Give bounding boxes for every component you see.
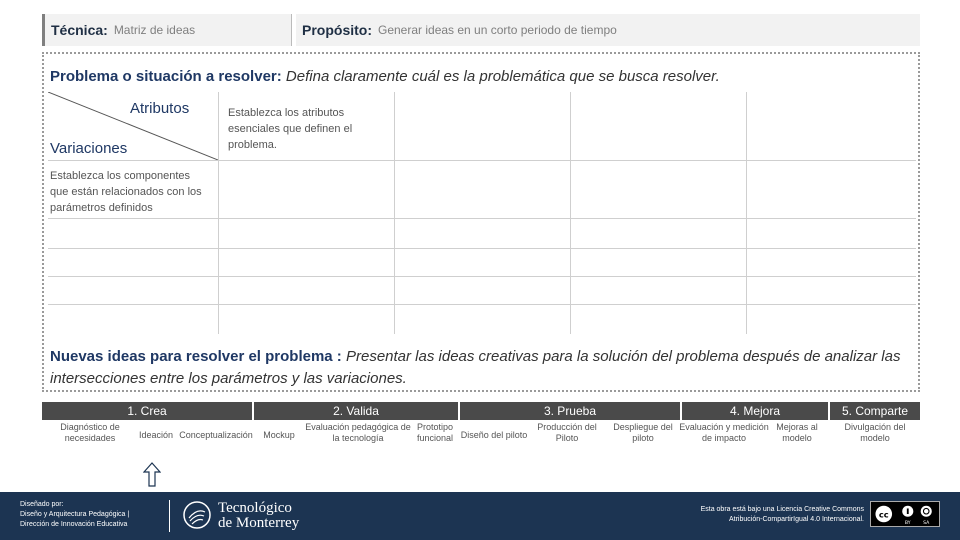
proposito-label: Propósito: bbox=[302, 22, 372, 38]
tecnica-value: Matriz de ideas bbox=[113, 23, 196, 37]
phase-mejora: 4. Mejora bbox=[682, 402, 828, 420]
svg-text:cc: cc bbox=[878, 509, 889, 520]
brand-line-2: de Monterrey bbox=[218, 515, 300, 531]
column-divider bbox=[394, 92, 395, 334]
tecnica-label: Técnica: bbox=[51, 22, 108, 38]
variations-heading: Variaciones bbox=[50, 140, 128, 157]
ideas-text: Presentar las ideas creativas para la solución del problema después de analizar las intersecciones entre los parámetros y las variaciones. bbox=[50, 348, 901, 387]
step-divulgacion: Divulgación del modelo bbox=[844, 422, 906, 443]
step-evaluacion-pedagogica: Evaluación pedagógica de la tecnología bbox=[305, 422, 411, 443]
design-team: Diseño y Arquitectura Pedagógica | bbox=[20, 511, 130, 518]
phase-comparte: 5. Comparte bbox=[830, 402, 920, 420]
cc-by-text: BY bbox=[904, 521, 911, 527]
row-divider bbox=[48, 160, 916, 161]
license-line-1: Esta obra está bajo una Licencia Creative Commons bbox=[700, 506, 864, 513]
footer bbox=[0, 492, 960, 540]
designed-by: Diseñado por: bbox=[20, 501, 64, 508]
phase-prueba: 3. Prueba bbox=[460, 402, 680, 420]
step-diseno-piloto: Diseño del piloto bbox=[460, 430, 528, 440]
phase-valida: 2. Valida bbox=[254, 402, 458, 420]
license-line-2: Atribución-CompartirIgual 4.0 Internacional. bbox=[728, 516, 864, 523]
license-notice bbox=[640, 505, 864, 525]
creative-commons-badge-icon bbox=[870, 501, 940, 527]
step-mockup: Mockup bbox=[263, 430, 295, 440]
row-divider bbox=[48, 304, 916, 305]
step-prototipo: Prototipo funcional bbox=[416, 422, 454, 443]
proposito-value: Generar ideas en un corto periodo de tiempo bbox=[378, 23, 617, 37]
proposito-box bbox=[296, 14, 920, 46]
up-arrow-icon bbox=[143, 462, 161, 488]
step-conceptualizacion: Conceptualización bbox=[179, 430, 253, 440]
problem-label: Problema o situación a resolver: bbox=[50, 68, 282, 85]
tecnica-box bbox=[42, 14, 292, 46]
step-evaluacion-medicion: Evaluación y medición de impacto bbox=[679, 422, 769, 443]
footer-divider bbox=[169, 500, 170, 532]
row-divider bbox=[48, 248, 916, 249]
ideas-label: Nuevas ideas para resolver el problema : bbox=[50, 348, 342, 365]
tec-brand bbox=[218, 501, 299, 531]
variations-hint: Establezca los componentes que están relacionados con los parámetros definidos bbox=[50, 170, 202, 214]
phase-crea: 1. Crea bbox=[42, 402, 252, 420]
attributes-hint: Establezca los atributos esenciales que definen el problema. bbox=[228, 107, 353, 151]
attributes-heading: Atributos bbox=[130, 100, 190, 117]
idea-matrix bbox=[48, 92, 916, 334]
worksheet-panel bbox=[42, 52, 920, 392]
column-divider bbox=[570, 92, 571, 334]
row-divider bbox=[48, 276, 916, 277]
step-ideacion: Ideación bbox=[138, 430, 174, 440]
column-divider bbox=[746, 92, 747, 334]
step-despliegue-piloto: Despliegue del piloto bbox=[613, 422, 673, 443]
problem-statement bbox=[50, 68, 720, 85]
row-divider bbox=[48, 218, 916, 219]
problem-text: Defina claramente cuál es la problemática que se busca resolver. bbox=[285, 68, 720, 85]
step-mejoras: Mejoras al modelo bbox=[776, 422, 818, 443]
design-direction: Dirección de Innovación Educativa bbox=[20, 521, 128, 528]
cc-sa-text: SA bbox=[923, 521, 930, 527]
designer-credit bbox=[20, 500, 129, 530]
brand-line-1: Tecnológico bbox=[218, 500, 292, 516]
new-ideas-statement bbox=[50, 346, 910, 390]
step-produccion-piloto: Producción del Piloto bbox=[537, 422, 597, 443]
step-diagnostico: Diagnóstico de necesidades bbox=[60, 422, 120, 443]
tec-logo-icon bbox=[182, 500, 212, 530]
column-divider bbox=[218, 92, 219, 334]
